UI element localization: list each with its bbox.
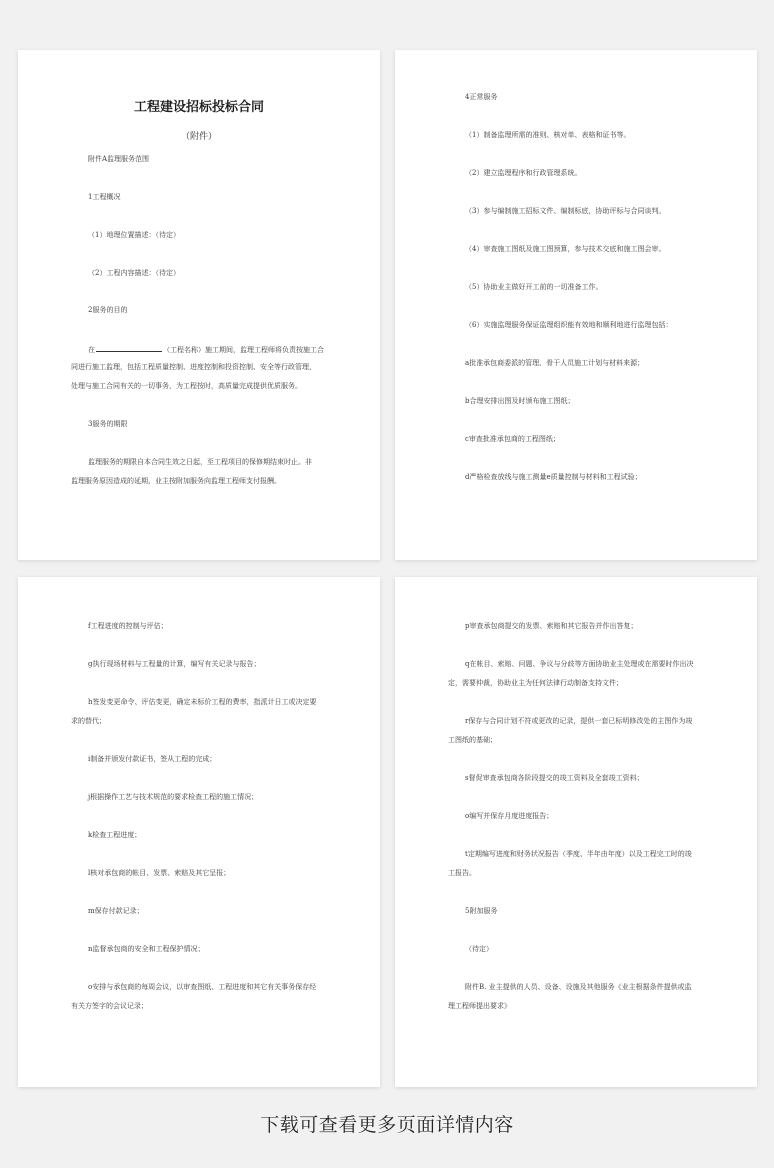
- text-line: 附件A监理服务范围: [88, 155, 150, 163]
- text-line: （1）制备监理所需的准则、核对单、表格和证书等。: [465, 131, 631, 139]
- section-heading: 1工程概况: [88, 193, 121, 201]
- text-line: g执行现场材料与工程量的计算，编写有关记录与报告；: [88, 660, 261, 668]
- text-line: （3）参与编制施工招标文件、编制标底，协助评标与合同谈判。: [465, 207, 666, 215]
- section-heading: 5附加服务: [465, 907, 498, 915]
- text-line: d严格检查放线与施工测量e质量控制与材料和工程试验；: [465, 473, 642, 481]
- text-line: o编写并保存月度进度报告；: [465, 812, 554, 820]
- section-heading: 2服务的目的: [88, 306, 128, 314]
- text-fragment: （工程名称）施工期间，监理工程师将负责按施工合: [163, 346, 324, 354]
- text-line: 理工程师提出要求》: [448, 1002, 511, 1010]
- text-line: （待定）: [465, 945, 493, 953]
- text-line: k检查工程进度；: [88, 831, 142, 839]
- text-line: s督促审查承包商各阶段提交的竣工资料及全套竣工资料；: [465, 774, 644, 782]
- text-line: 监理服务原因造成的延期，业主按附加服务向监理工程师支付报酬。: [71, 477, 281, 485]
- blank-underline: [96, 344, 162, 352]
- text-line: c审查批准承包商的工程图纸；: [465, 435, 560, 443]
- text-line: 同进行施工监理，包括工程质量控制、进度控制和投资控制、安全等行政管理，: [71, 363, 316, 371]
- text-line: （2）工程内容描述：（待定）: [88, 269, 180, 277]
- text-fragment: 在: [88, 346, 95, 354]
- text-line: i制备并颁发付款证书，签从工程的完成；: [88, 755, 217, 763]
- document-page-1: [18, 50, 380, 560]
- section-heading: 3服务的期限: [88, 420, 128, 428]
- document-subtitle: （附件）: [180, 132, 217, 142]
- download-more-caption: 下载可查看更多页面详情内容: [260, 1114, 514, 1136]
- text-line: 处理与施工合同有关的一切事务，为工程按时，高质量完成提供优质服务。: [71, 382, 302, 390]
- text-line: （4）审查施工图纸及施工图预算，参与技术交底和施工图会审。: [465, 245, 666, 253]
- text-line: j根据操作工艺与技术规范的要求检查工程的施工情况；: [88, 793, 259, 801]
- document-page-2: [395, 50, 757, 560]
- text-line: r保存与合同计划不符或更改的记录，提供一套已标明修改处的主图作为竣: [465, 717, 693, 725]
- text-line: [88, 344, 324, 355]
- text-line: 求的替代；: [71, 717, 106, 725]
- section-heading: 4正常服务: [465, 93, 498, 101]
- document-page-3: [18, 577, 380, 1087]
- text-line: （2）建立监理程序和行政管理系统。: [465, 169, 582, 177]
- text-line: h签发变更命令、评估变更，确定未标价工程的费率，指派计日工或决定要: [88, 698, 317, 706]
- text-line: q在帐目、索赔、问题、争议与分歧等方面协助业主处理或在需要时作出决: [465, 660, 694, 668]
- text-line: o安排与承包商的每周会议，以审查图纸、工程进度和其它有关事务保存经: [88, 983, 317, 991]
- text-line: 监理服务的期限自本合同生效之日起，至工程项目的保修期结束时止。非: [88, 458, 312, 466]
- text-line: 附件B. 业主提供的人员、设备、设施及其他服务《业主根据条件提供或监: [465, 983, 692, 991]
- text-line: （5）协助业主做好开工前的一切准备工作。: [465, 283, 603, 291]
- text-line: 定，需要仲裁，协助业主为任何法律行动制备支持文件；: [448, 679, 623, 687]
- document-page-4: [395, 577, 757, 1087]
- text-line: n监督承包商的安全和工程保护情况；: [88, 945, 205, 953]
- text-line: p审查承包商提交的发票、索赔和其它报告并作出答复；: [465, 622, 638, 630]
- text-line: （6）实施监理服务保证监理组织能有效地和顺利地进行监理包括：: [465, 321, 673, 329]
- text-line: 有关方签字的会议记录；: [71, 1002, 148, 1010]
- text-line: 工报告。: [448, 869, 476, 877]
- text-line: 工图纸的基础；: [448, 736, 497, 744]
- text-line: f工程进度的控制与评估；: [88, 622, 168, 630]
- text-line: （1）地理位置描述：（待定）: [88, 231, 180, 239]
- text-line: m保存付款记录；: [88, 907, 144, 915]
- text-line: a批准承包商委派的管理、骨干人员施工计划与材料来源；: [465, 359, 645, 367]
- text-line: l核对承包商的帐目、发票、索赔及其它呈报；: [88, 869, 231, 877]
- text-line: b合理安排出图及时颁布施工图纸；: [465, 397, 575, 405]
- document-title: 工程建设招标投标合同: [133, 100, 264, 115]
- text-line: t定期编写进度和财务状况报告（季度、半年由年度）以及工程完工时的竣: [465, 850, 692, 858]
